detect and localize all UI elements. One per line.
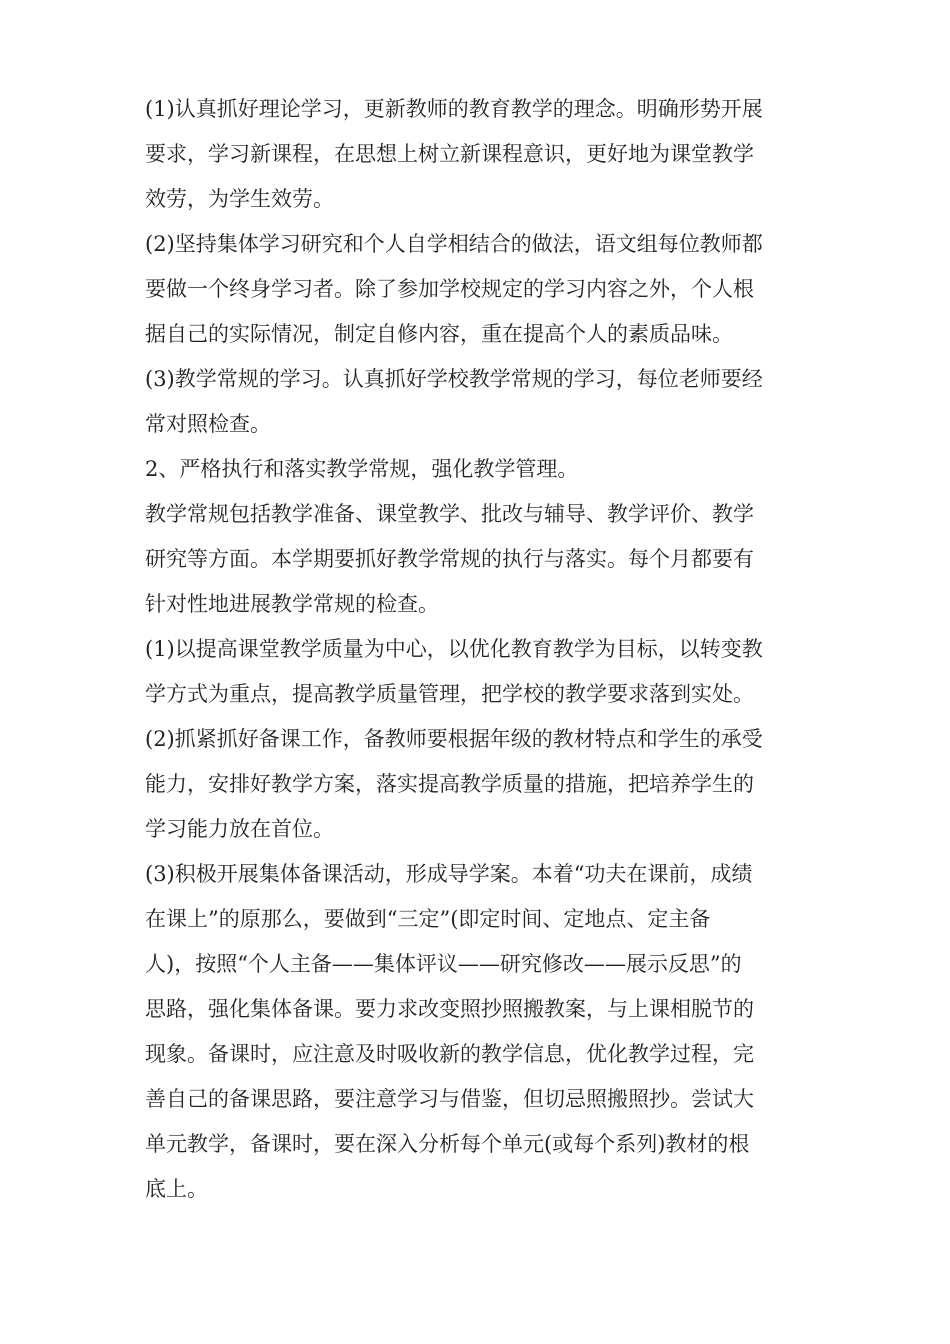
text-line: 常对照检查。 — [145, 412, 271, 436]
paragraph-theory-study — [145, 87, 815, 222]
text-line: 效劳，为学生效劳。 — [145, 187, 334, 211]
section-heading-teaching-routine — [145, 447, 815, 492]
text-line: 思路，强化集体备课。要力求改变照抄照搬教案，与上课相脱节的 — [145, 997, 754, 1021]
text-line: (1)认真抓好理论学习，更新教师的教育教学的理念。明确形势开展 — [145, 97, 763, 121]
paragraph-collective-study — [145, 222, 815, 357]
text-line: (2)抓紧抓好备课工作，备教师要根据年级的教材特点和学生的承受 — [145, 727, 763, 751]
text-line: 2、严格执行和落实教学常规，强化教学管理。 — [145, 457, 579, 481]
paragraph-routine-overview — [145, 492, 815, 627]
text-line: 在课上”的原那么，要做到“三定”(即定时间、定地点、定主备 — [145, 907, 711, 931]
text-line: 人)，按照“个人主备——集体评议——研究修改——展示反思”的 — [145, 952, 742, 976]
paragraph-quality-center — [145, 627, 815, 717]
text-line: (3)教学常规的学习。认真抓好学校教学常规的学习，每位老师要经 — [145, 367, 763, 391]
text-line: 针对性地进展教学常规的检查。 — [145, 592, 439, 616]
text-line: (2)坚持集体学习研究和个人自学相结合的做法，语文组每位教师都 — [145, 232, 763, 256]
text-line: 据自己的实际情况，制定自修内容，重在提高个人的素质品味。 — [145, 322, 733, 346]
paragraph-routine-study — [145, 357, 815, 447]
text-line: 学方式为重点，提高教学质量管理，把学校的教学要求落到实处。 — [145, 682, 754, 706]
paragraph-collective-prep — [145, 852, 815, 1212]
text-line: 学习能力放在首位。 — [145, 817, 334, 841]
text-line: (1)以提高课堂教学质量为中心，以优化教育教学为目标，以转变教 — [145, 637, 763, 661]
text-line: 要求，学习新课程，在思想上树立新课程意识，更好地为课堂教学 — [145, 142, 754, 166]
text-line: 能力，安排好教学方案，落实提高教学质量的措施，把培养学生的 — [145, 772, 754, 796]
text-line: 要做一个终身学习者。除了参加学校规定的学习内容之外，个人根 — [145, 277, 754, 301]
paragraph-lesson-prep — [145, 717, 815, 852]
text-line: 善自己的备课思路，要注意学习与借鉴，但切忌照搬照抄。尝试大 — [145, 1087, 754, 1111]
text-line: 现象。备课时，应注意及时吸收新的教学信息，优化教学过程，完 — [145, 1042, 754, 1066]
text-line: (3)积极开展集体备课活动，形成导学案。本着“功夫在课前，成绩 — [145, 862, 753, 886]
text-line: 教学常规包括教学准备、课堂教学、批改与辅导、教学评价、教学 — [145, 502, 754, 526]
text-line: 单元教学，备课时，要在深入分析每个单元(或每个系列)教材的根 — [145, 1132, 750, 1156]
document-body — [145, 87, 815, 1212]
text-line: 底上。 — [145, 1177, 208, 1201]
text-line: 研究等方面。本学期要抓好教学常规的执行与落实。每个月都要有 — [145, 547, 754, 571]
